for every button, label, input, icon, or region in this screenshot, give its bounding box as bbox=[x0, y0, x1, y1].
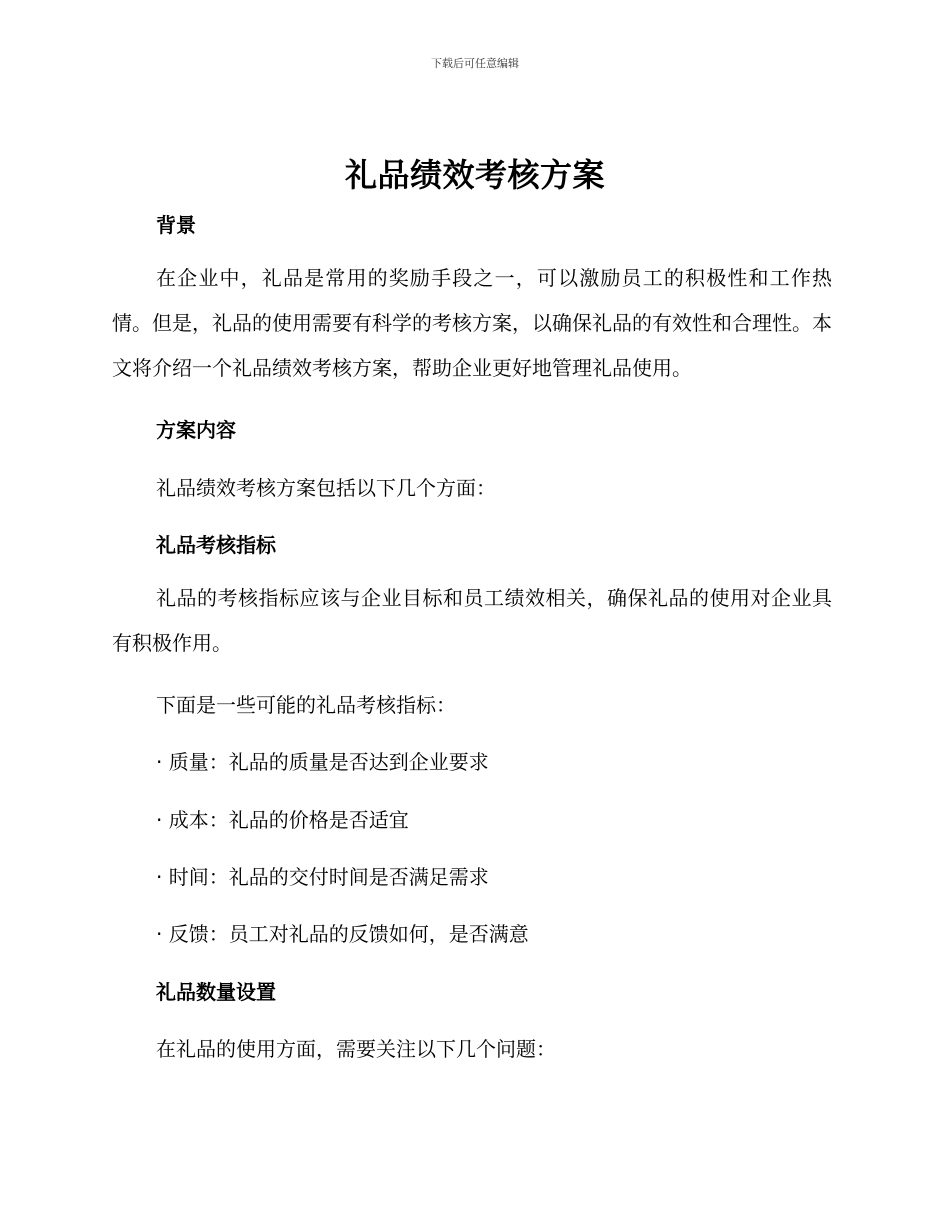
section-heading-content: 方案内容 bbox=[156, 418, 236, 442]
list-item: · 成本：礼品的价格是否适宜 bbox=[156, 808, 409, 832]
paragraph-background: 在企业中，礼品是常用的奖励手段之一，可以激励员工的积极性和工作热情。但是，礼品的使用需要有科学的考核方案，以确保礼品的有效性和合理性。本文将介绍一个礼品绩效考核方案，帮助企业更好地管理礼品使用。 bbox=[112, 266, 832, 380]
paragraph-content-intro: 礼品绩效考核方案包括以下几个方面： bbox=[156, 476, 496, 500]
paragraph-quantity-intro: 在礼品的使用方面，需要关注以下几个问题： bbox=[156, 1037, 556, 1061]
list-item: · 反馈：员工对礼品的反馈如何，是否满意 bbox=[156, 922, 529, 946]
section-heading-quantity: 礼品数量设置 bbox=[156, 980, 276, 1004]
list-item: · 质量：礼品的质量是否达到企业要求 bbox=[156, 750, 489, 774]
section-heading-background: 背景 bbox=[156, 213, 196, 237]
section-heading-indicators: 礼品考核指标 bbox=[156, 533, 276, 557]
document-title: 礼品绩效考核方案 bbox=[344, 156, 605, 194]
list-item: · 时间：礼品的交付时间是否满足需求 bbox=[156, 865, 489, 889]
page-header-note: 下载后可任意编辑 bbox=[431, 57, 519, 70]
paragraph-indicators-intro: 下面是一些可能的礼品考核指标： bbox=[156, 693, 456, 717]
paragraph-indicators: 礼品的考核指标应该与企业目标和员工绩效相关，确保礼品的使用对企业具有积极作用。 bbox=[112, 586, 832, 655]
